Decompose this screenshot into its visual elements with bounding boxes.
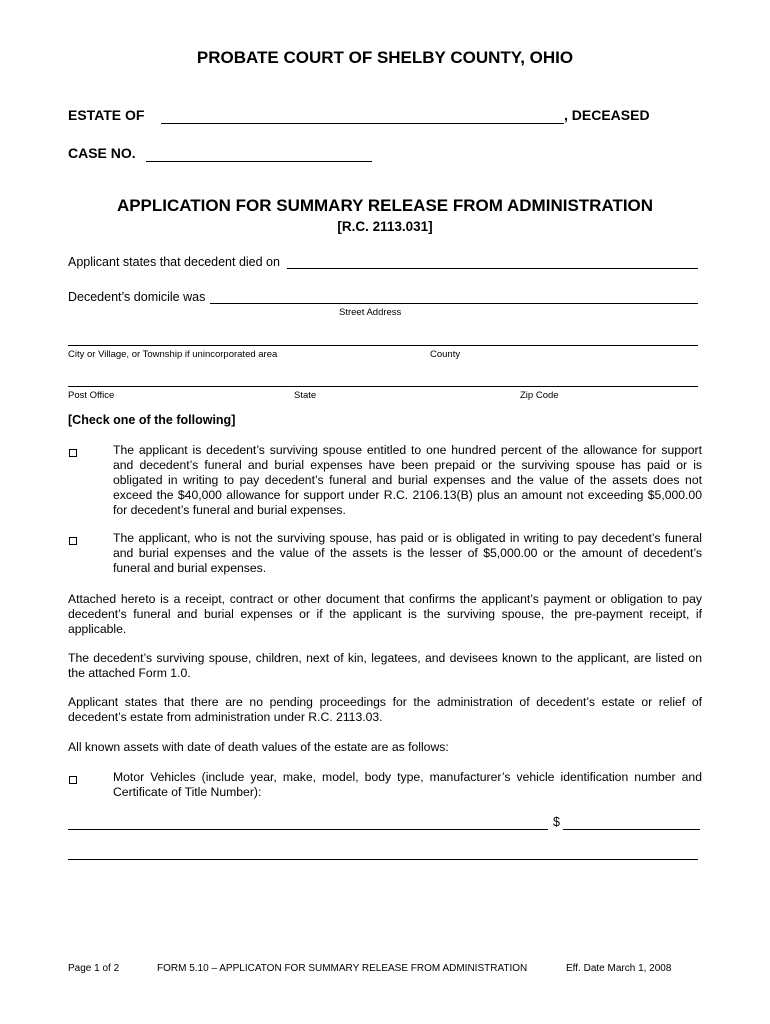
- vehicle-value-field[interactable]: [563, 829, 700, 830]
- receipt-paragraph: Attached hereto is a receipt, contract or other document that confirms the applicant’s payment or obligation to pay decedent’s funeral and burial expenses or if the applicant is the surviving spouse, the pre-payment receipt, if applicable.: [68, 592, 702, 636]
- estate-name-field[interactable]: [161, 123, 564, 124]
- post-office-state-zip-field[interactable]: [68, 386, 698, 387]
- estate-of-label: ESTATE OF: [68, 107, 145, 123]
- domicile-label: Decedent’s domicile was: [68, 290, 206, 304]
- effective-date: Eff. Date March 1, 2008: [566, 963, 672, 974]
- heirs-paragraph: The decedent’s surviving spouse, children, next of kin, legatees, and devisees known to the applicant, are listed on the attached Form 1.0.: [68, 651, 702, 680]
- no-proceedings-paragraph: Applicant states that there are no pending proceedings for the administration of decedent’s estate or relief of decedent’s estate from administration under R.C. 2113.03.: [68, 695, 702, 724]
- statute-reference: [R.C. 2113.031]: [337, 219, 433, 234]
- vehicle-description-field[interactable]: [68, 829, 548, 830]
- city-county-field[interactable]: [68, 345, 698, 346]
- street-address-field[interactable]: [210, 303, 698, 304]
- died-on-label: Applicant states that decedent died on: [68, 255, 280, 269]
- county-caption: County: [430, 349, 461, 360]
- court-title: PROBATE COURT OF SHELBY COUNTY, OHIO: [196, 48, 574, 67]
- option-2-checkbox[interactable]: [69, 537, 77, 545]
- page-number: Page 1 of 2: [68, 963, 120, 974]
- case-no-field[interactable]: [146, 161, 372, 162]
- form-name: FORM 5.10 – APPLICATON FOR SUMMARY RELEASE FROM ADMINISTRATION: [157, 963, 528, 974]
- option-2-text: The applicant, who is not the surviving spouse, has paid or is obligated in writing to pay decedent’s funeral and burial expenses and the value of the assets is the lesser of $5,000.00 or the amount of decedent’s funeral and burial expenses.: [113, 531, 702, 575]
- date-of-death-field[interactable]: [287, 268, 698, 269]
- assets-paragraph: All known assets with date of death values of the estate are as follows:: [68, 740, 449, 754]
- motor-vehicles-checkbox[interactable]: [69, 776, 77, 784]
- case-no-label: CASE NO.: [68, 145, 136, 161]
- check-one-heading: [Check one of the following]: [68, 413, 236, 427]
- post-office-caption: Post Office: [68, 390, 115, 401]
- option-1-checkbox[interactable]: [69, 449, 77, 457]
- street-address-caption: Street Address: [339, 307, 402, 318]
- option-1-text: The applicant is decedent’s surviving spouse entitled to one hundred percent of the allowance for support and decedent’s funeral and burial expenses have been prepaid or the surviving spouse has paid or is obligated in writing to pay decedent’s funeral and burial expenses and the value of the assets does not exceed the $40,000 allowance for support under R.C. 2106.13(B) plus an amount not exceeding $5,000.00 for decedent’s funeral and burial expenses.: [113, 443, 702, 517]
- form-title: APPLICATION FOR SUMMARY RELEASE FROM ADMINISTRATION: [116, 196, 654, 215]
- zip-caption: Zip Code: [520, 390, 559, 401]
- dollar-sign: $: [553, 815, 560, 829]
- vehicle-description-line-2[interactable]: [68, 859, 698, 860]
- city-caption: City or Village, or Township if unincorporated area: [68, 349, 278, 360]
- state-caption: State: [294, 390, 317, 401]
- motor-vehicles-text: Motor Vehicles (include year, make, model, body type, manufacturer’s vehicle identification number and Certificate of Title Number):: [113, 770, 702, 799]
- deceased-label: , DECEASED: [564, 107, 650, 123]
